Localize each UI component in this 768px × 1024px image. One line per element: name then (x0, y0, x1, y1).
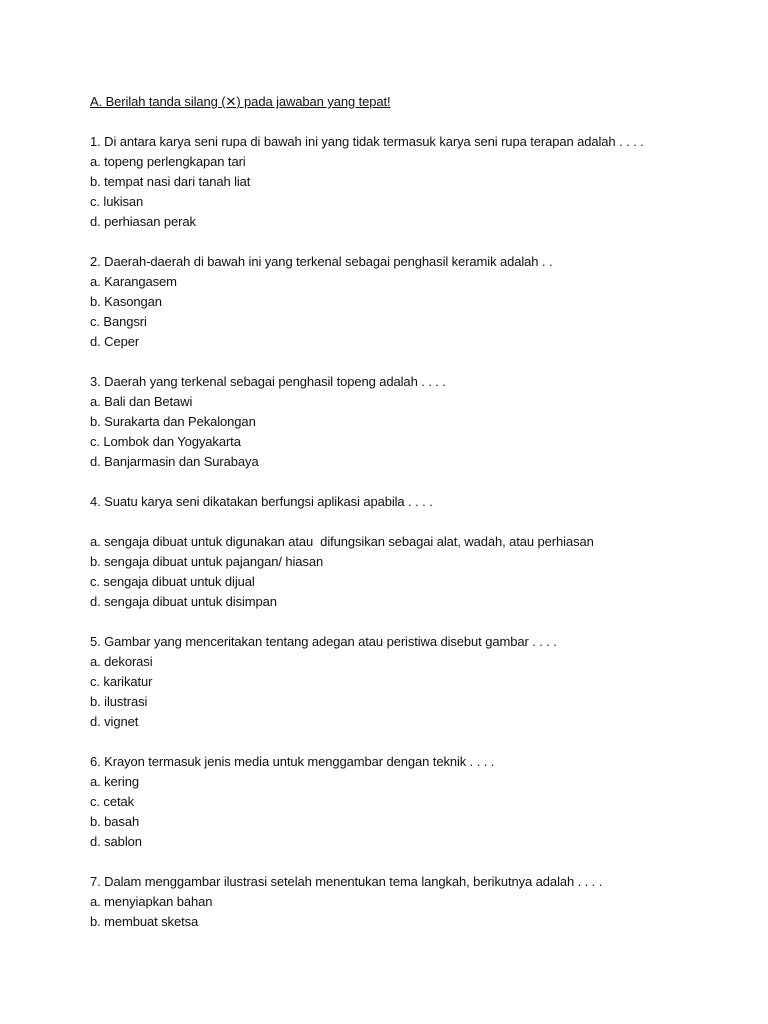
answer-option: a. topeng perlengkapan tari (90, 154, 246, 169)
answer-option: d. sengaja dibuat untuk disimpan (90, 594, 277, 609)
answer-option: a. menyiapkan bahan (90, 894, 213, 909)
answer-option: a. dekorasi (90, 654, 153, 669)
instruction-heading: A. Berilah tanda silang (✕) pada jawaban yang tepat! (90, 94, 391, 109)
answer-option: a. kering (90, 774, 139, 789)
answer-option: d. vignet (90, 714, 139, 729)
answer-option: a. Bali dan Betawi (90, 394, 193, 409)
answer-option: b. ilustrasi (90, 694, 148, 709)
question-text: 4. Suatu karya seni dikatakan berfungsi aplikasi apabila . . . . (90, 494, 433, 509)
answer-option: b. Kasongan (90, 294, 162, 309)
question-text: 5. Gambar yang menceritakan tentang adegan atau peristiwa disebut gambar . . . . (90, 634, 557, 649)
answer-option: c. lukisan (90, 194, 144, 209)
question-text: 7. Dalam menggambar ilustrasi setelah menentukan tema langkah, berikutnya adalah . . . . (90, 874, 603, 889)
answer-option: d. Ceper (90, 334, 140, 349)
answer-option: d. perhiasan perak (90, 214, 196, 229)
answer-option: b. basah (90, 814, 140, 829)
question-2 (90, 252, 730, 352)
question-1 (90, 132, 730, 232)
question-5 (90, 632, 730, 732)
answer-option: c. Bangsri (90, 314, 147, 329)
answer-option: d. Banjarmasin dan Surabaya (90, 454, 259, 469)
answer-option: a. Karangasem (90, 274, 177, 289)
question-6 (90, 752, 730, 852)
answer-option: c. sengaja dibuat untuk dijual (90, 574, 255, 589)
answer-option: b. sengaja dibuat untuk pajangan/ hiasan (90, 554, 324, 569)
question-3 (90, 372, 730, 472)
answer-option: c. karikatur (90, 674, 153, 689)
question-text: 6. Krayon termasuk jenis media untuk menggambar dengan teknik . . . . (90, 754, 495, 769)
question-text: 1. Di antara karya seni rupa di bawah ini yang tidak termasuk karya seni rupa terapan adalah . . . . (90, 134, 644, 149)
answer-option: a. sengaja dibuat untuk digunakan atau difungsikan sebagai alat, wadah, atau perhiasan (90, 534, 594, 549)
answer-option: c. Lombok dan Yogyakarta (90, 434, 241, 449)
question-text: 3. Daerah yang terkenal sebagai penghasil topeng adalah . . . . (90, 374, 446, 389)
question-4 (90, 492, 730, 612)
question-7 (90, 872, 730, 932)
answer-option: b. membuat sketsa (90, 914, 199, 929)
answer-option: d. sablon (90, 834, 142, 849)
worksheet-content (90, 92, 730, 952)
answer-option: b. Surakarta dan Pekalongan (90, 414, 256, 429)
answer-option: b. tempat nasi dari tanah liat (90, 174, 251, 189)
question-text: 2. Daerah-daerah di bawah ini yang terkenal sebagai penghasil keramik adalah . . (90, 254, 553, 269)
answer-option: c. cetak (90, 794, 134, 809)
